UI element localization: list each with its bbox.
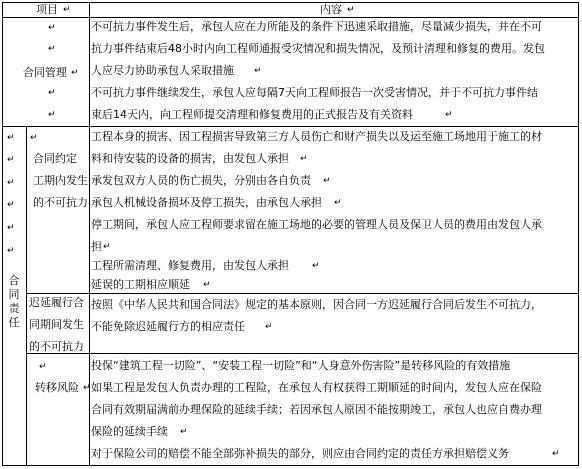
content-line: 工程本身的损害、因工程损害导致第三方人员伤亡和财产损失以及运至施工场地用于施工的材 — [91, 130, 542, 143]
row-label-delayed: 迟延履行合 — [29, 296, 84, 309]
content-column-divider — [89, 2, 90, 466]
paragraph-mark: ↵ — [48, 44, 56, 54]
row-label-contract-mgmt: 合同管理 — [23, 66, 67, 79]
paragraph-mark: ↵ — [445, 110, 453, 120]
paragraph-mark: ↵ — [39, 362, 47, 372]
content-line: 人应尽力协助承包人采取措施 — [91, 64, 234, 77]
paragraph-mark: ↵ — [48, 88, 56, 98]
content-line: 料和待安装的设备的损害，由发包人承担 — [91, 152, 289, 165]
paragraph-mark: ↵ — [323, 176, 331, 186]
content-line: 承发包双方人员的伤亡损失，分别由各自负责 — [91, 174, 311, 187]
paragraph-mark: ↵ — [71, 68, 79, 78]
paragraph-mark: ↵ — [203, 280, 211, 290]
paragraph-mark: ↵ — [7, 200, 15, 210]
content-line: 保险的延续手续 — [91, 425, 168, 438]
content-line: 不可抗力事件发生后，承包人应在力所能及的条件下迅速采取措施，尽量减少损失，并在不可 — [91, 20, 542, 33]
header-content: 内容 — [320, 3, 342, 16]
paragraph-mark: ↵ — [103, 242, 111, 252]
paragraph-mark: ↵ — [254, 66, 262, 76]
paragraph-mark: ↵ — [48, 110, 56, 120]
paragraph-mark: ↵ — [300, 154, 308, 164]
content-line: 按照《中华人民共和国合同法》规定的基本原则，因合同一方迟延履行合同后发生不可抗力， — [91, 298, 542, 311]
paragraph-mark: ↵ — [7, 246, 15, 256]
paragraph-mark: ↵ — [7, 178, 15, 188]
row-divider — [26, 353, 579, 354]
content-line: 延误的工期相应顺延 — [91, 278, 190, 291]
content-line: 合同有效期届满前办理保险的延续手续；若因承包人原因不能按期竣工，承包人也应自费办理 — [91, 403, 542, 416]
table-border-right — [578, 2, 579, 466]
paragraph-mark: ↵ — [334, 198, 342, 208]
paragraph-mark: ↵ — [7, 155, 15, 165]
header-item: 项目 — [36, 3, 58, 16]
content-line: 如果工程是发包人负责办理的工程险，在承包人有权获得工期顺延的时间内，发包人应在保险 — [91, 381, 542, 394]
content-line: 承包人机械设备损坏及停工损失，由承包人承担 — [91, 196, 322, 209]
paragraph-mark: ↵ — [347, 5, 355, 15]
row-label-agreed-period: 工期内发生 — [33, 174, 88, 187]
content-line: 投保“建筑工程一切险”、“安装工程一切险”和“人身意外伤害险”是转移风险的有效措施 — [91, 359, 511, 372]
paragraph-mark: ↵ — [180, 427, 188, 437]
paragraph-mark: ↵ — [265, 322, 273, 332]
content-line: 不可抗力事件继续发生，承包人应每隔7天向工程师报告一次受害情况，并于不可抗力事件结 — [91, 86, 538, 99]
content-line: 不能免除迟延履行方的相应责任 — [91, 320, 245, 333]
row-label-agreed-period: 合同约定 — [33, 152, 77, 165]
content-line: 担 — [91, 240, 102, 253]
content-line: 工程所需清理、修复费用，由发包人承担 — [91, 259, 289, 272]
table-border-left — [2, 2, 3, 466]
paragraph-mark: ↵ — [552, 449, 560, 459]
paragraph-mark: ↵ — [63, 5, 71, 15]
row-label-delayed: 的不可抗力 — [29, 340, 84, 353]
content-line: 束后14天内，向工程师提交清理和修复费用的正式报告及有关资料 — [91, 108, 413, 121]
row-divider — [26, 293, 579, 294]
paragraph-mark: ↵ — [312, 261, 320, 271]
liability-table — [2, 2, 579, 466]
row-label-risk-transfer: 转移风险 — [35, 381, 79, 394]
paragraph-mark: ↵ — [83, 383, 91, 393]
row-label-delayed: 同期间发生 — [29, 318, 84, 331]
group-label-contract-liability: 合同责任 — [8, 274, 20, 329]
content-line: 抗力事件结束后48小时内向工程师通报受灾情况和损失情况，及预计清理和修复的费用。发包 — [91, 42, 545, 55]
paragraph-mark: ↵ — [30, 133, 38, 143]
paragraph-mark: ↵ — [7, 223, 15, 233]
row-label-agreed-period: 的不可抗力 — [33, 196, 88, 209]
paragraph-mark: ↵ — [48, 23, 56, 33]
content-line: 停工期间，承包人应工程师要求留在施工场地的必要的管理人员及保卫人员的费用由发包人承 — [91, 218, 542, 231]
paragraph-mark: ↵ — [7, 133, 15, 143]
group-column-divider — [26, 126, 27, 466]
content-line: 对于保险公司的赔偿不能全部弥补损失的部分，则应由合同约定的责任方承担赔偿义务 — [91, 447, 509, 460]
